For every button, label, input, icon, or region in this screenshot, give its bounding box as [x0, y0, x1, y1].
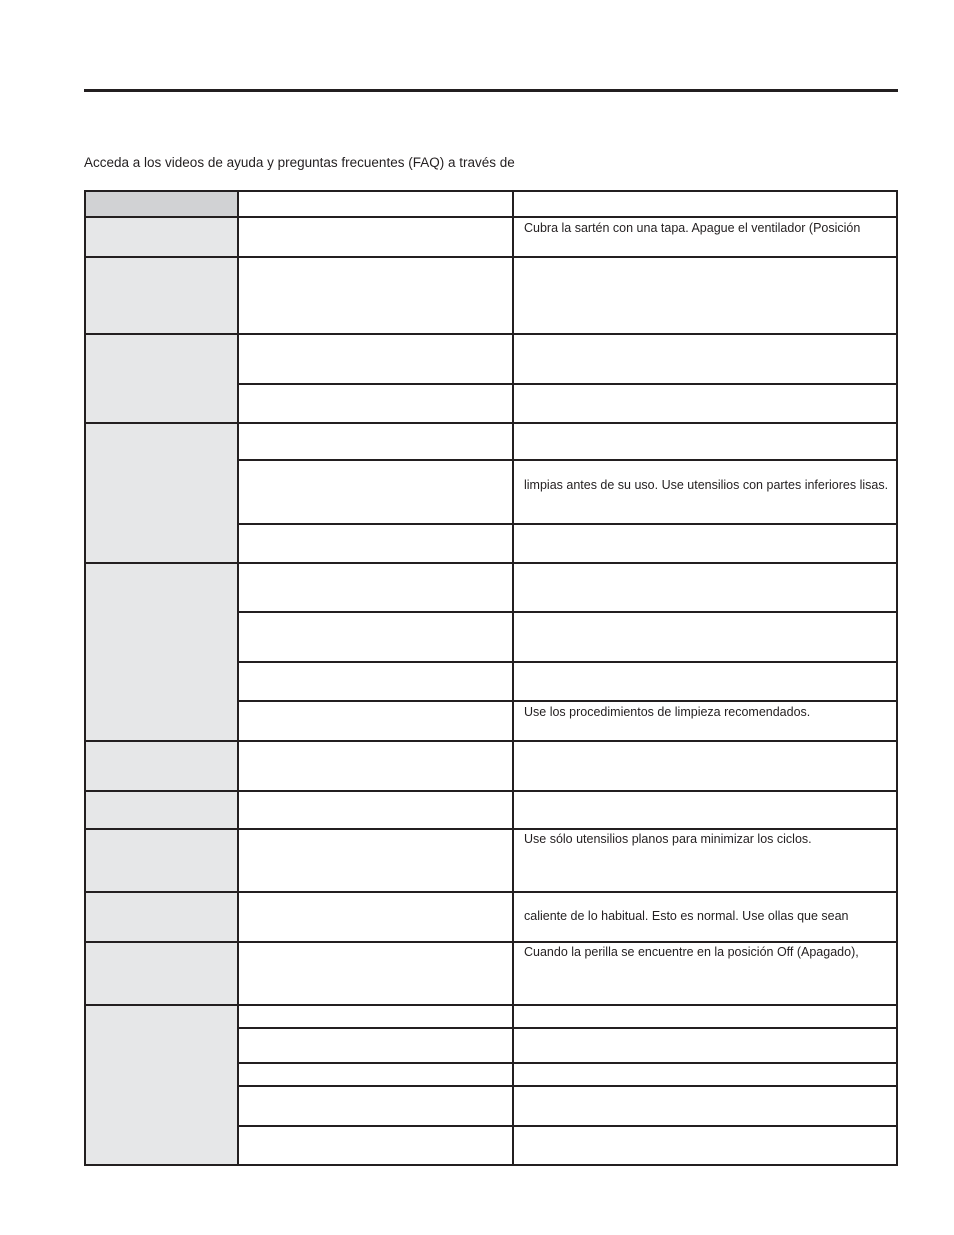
table-border-left: [84, 190, 86, 1166]
subrow-line: [238, 700, 898, 702]
troubleshooting-table: [84, 190, 898, 1166]
row-line: [84, 422, 898, 424]
intro-text: Acceda a los videos de ayuda y preguntas frecuentes (FAQ) a través de: [84, 155, 515, 170]
solution-text: Use sólo utensilios planos para minimizar los ciclos.: [524, 832, 812, 846]
column-divider-2: [512, 190, 514, 1166]
row-line: [84, 941, 898, 943]
solution-text: Use los procedimientos de limpieza recomendados.: [524, 705, 811, 719]
subrow-line: [238, 611, 898, 613]
subrow-line: [238, 1085, 898, 1087]
problem-cell-9: [84, 892, 238, 942]
problem-cell-4: [84, 423, 238, 563]
row-line: [84, 740, 898, 742]
row-line: [84, 828, 898, 830]
subrow-line: [238, 1062, 898, 1064]
subrow-line: [238, 1027, 898, 1029]
problem-cell-6: [84, 741, 238, 791]
problem-cell-7: [84, 791, 238, 829]
row-line: [84, 1004, 898, 1006]
problem-cell-8: [84, 829, 238, 892]
subrow-line: [238, 383, 898, 385]
problem-cell-5: [84, 563, 238, 741]
problem-cell-3: [84, 334, 238, 423]
solution-text: Cubra la sartén con una tapa. Apague el ventilador (Posición: [524, 221, 861, 235]
problem-cell-1: [84, 217, 238, 257]
row-line: [84, 256, 898, 258]
subrow-line: [238, 523, 898, 525]
problem-cell-2: [84, 257, 238, 334]
solution-text: Cuando la perilla se encuentre en la posición Off (Apagado),: [524, 945, 859, 959]
table-border-bottom: [84, 1164, 898, 1166]
problem-cell-10: [84, 942, 238, 1005]
row-line: [84, 891, 898, 893]
row-line: [84, 333, 898, 335]
row-line: [84, 216, 898, 218]
header-rule: [84, 89, 898, 92]
problem-cell-11: [84, 1005, 238, 1166]
solution-text: caliente de lo habitual. Esto es normal. Use ollas que sean: [524, 909, 849, 923]
subrow-line: [238, 1125, 898, 1127]
table-border-top: [84, 190, 898, 192]
solution-text: limpias antes de su uso. Use utensilios con partes inferiores lisas.: [524, 478, 889, 492]
row-line: [84, 790, 898, 792]
subrow-line: [238, 459, 898, 461]
table-border-right: [896, 190, 898, 1166]
row-line: [84, 562, 898, 564]
header-cell-problem: [84, 190, 238, 217]
subrow-line: [238, 661, 898, 663]
column-divider-1: [237, 190, 239, 1166]
